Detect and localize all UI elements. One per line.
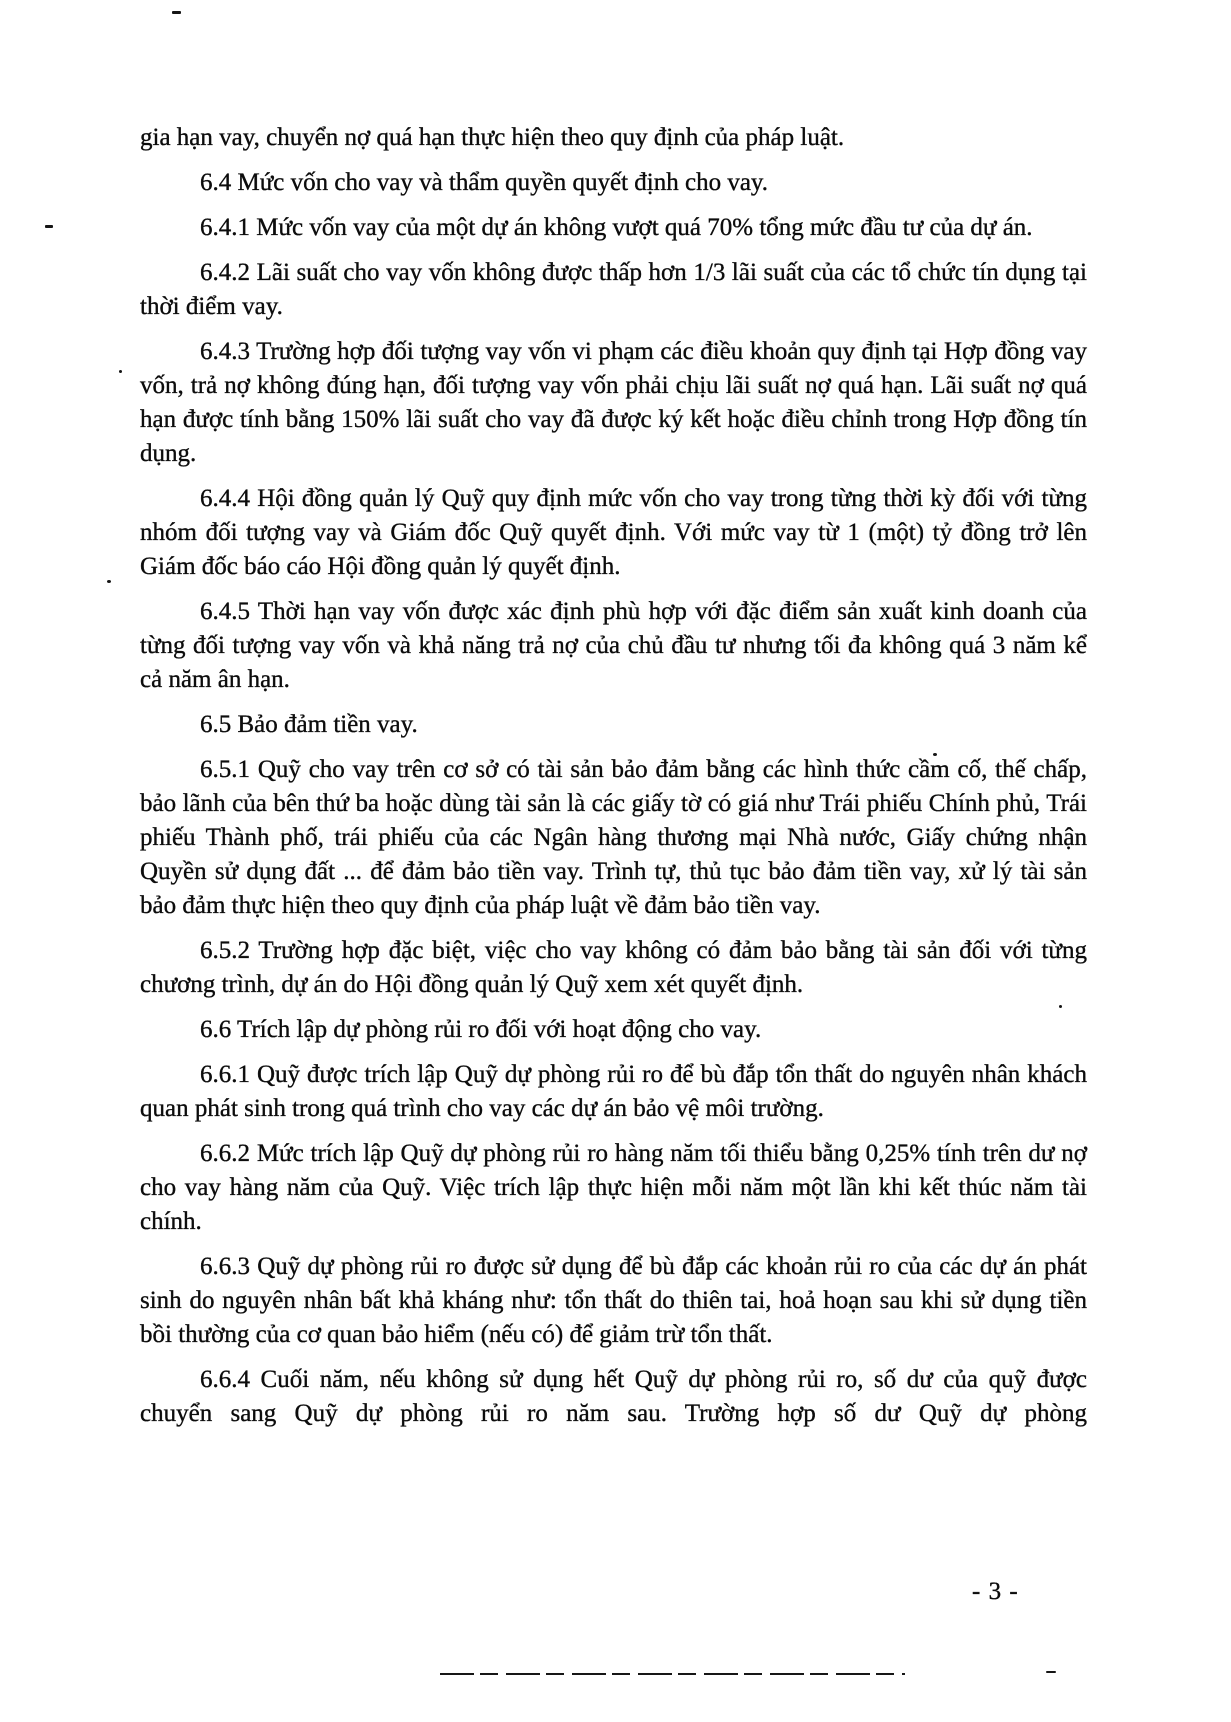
paragraph: 6.4.5 Thời hạn vay vốn được xác định phù hợp với đặc điểm sản xuất kinh doanh của từng đối tượng vay vốn và khả năng trả nợ của chủ đầu tư nhưng tối đa không quá 3 năm kể cả năm ân hạn.: [140, 598, 1087, 693]
scan-dash-mark: [172, 11, 181, 14]
paragraph: 6.6 Trích lập dự phòng rủi ro đối với hoạt động cho vay.: [200, 1016, 762, 1043]
paragraph: 6.4.4 Hội đồng quản lý Quỹ quy định mức vốn cho vay trong từng thời kỳ đối với từng nhóm đối tượng vay và Giám đốc Quỹ quyết định. Với mức vay từ 1 (một) tỷ đồng trở lên Giám đốc báo cáo Hội đồng quản lý quyết định.: [140, 485, 1087, 580]
paragraph: 6.4.1 Mức vốn vay của một dự án không vượt quá 70% tổng mức đầu tư của dự án.: [200, 214, 1033, 241]
paragraph: 6.5 Bảo đảm tiền vay.: [200, 711, 418, 738]
page-number: - 3 -: [972, 1578, 1019, 1605]
paragraph: 6.4.2 Lãi suất cho vay vốn không được thấp hơn 1/3 lãi suất của các tổ chức tín dụng tại thời điểm vay.: [140, 259, 1087, 320]
paragraph: 6.6.1 Quỹ được trích lập Quỹ dự phòng rủi ro để bù đắp tổn thất do nguyên nhân khách quan phát sinh trong quá trình cho vay các dự án bảo vệ môi trường.: [140, 1061, 1087, 1122]
document-body: [140, 121, 1087, 1442]
scan-dot-mark: [119, 370, 122, 373]
paragraph: 6.6.2 Mức trích lập Quỹ dự phòng rủi ro hàng năm tối thiểu bằng 0,25% tính trên dư nợ cho vay hàng năm của Quỹ. Việc trích lập thực hiện mỗi năm một lần khi kết thúc năm tài chính.: [140, 1140, 1087, 1235]
scan-dash-mark: [1046, 1671, 1056, 1673]
paragraph: 6.4 Mức vốn cho vay và thẩm quyền quyết định cho vay.: [200, 169, 769, 196]
paragraph: 6.5.1 Quỹ cho vay trên cơ sở có tài sản bảo đảm bằng các hình thức cầm cố, thế chấp, bảo lãnh của bên thứ ba hoặc dùng tài sản là các giấy tờ có giá như Trái phiếu Chính phủ, Trái phiếu Thành phố, trái phiếu của các Ngân hàng thương mại Nhà nước, Giấy chứng nhận Quyền sử dụng đất ... để đảm bảo tiền vay. Trình tự, thủ tục bảo đảm tiền vay, xử lý tài sản bảo đảm thực hiện theo quy định của pháp luật về đảm bảo tiền vay.: [140, 756, 1087, 919]
paragraph: gia hạn vay, chuyển nợ quá hạn thực hiện theo quy định của pháp luật.: [140, 124, 845, 151]
scan-dot-mark: [107, 580, 111, 583]
scan-dot-mark: [1059, 1005, 1062, 1008]
scan-dash-mark: [45, 225, 53, 228]
paragraph: 6.6.3 Quỹ dự phòng rủi ro được sử dụng để bù đắp các khoản rủi ro của các dự án phát sinh do nguyên nhân bất khả kháng như: tổn thất do thiên tai, hoả hoạn sau khi sử dụng tiền bồi thường của cơ quan bảo hiểm (nếu có) để giảm trừ tổn thất.: [140, 1253, 1087, 1348]
scan-dot-mark: [933, 753, 937, 756]
paragraph: 6.5.2 Trường hợp đặc biệt, việc cho vay không có đảm bảo bằng tài sản đối với từng chương trình, dự án do Hội đồng quản lý Quỹ xem xét quyết định.: [140, 937, 1087, 998]
scan-dashed-line-mark: [440, 1673, 905, 1675]
paragraph: 6.4.3 Trường hợp đối tượng vay vốn vi phạm các điều khoản quy định tại Hợp đồng vay vốn, trả nợ không đúng hạn, đối tượng vay vốn phải chịu lãi suất nợ quá hạn. Lãi suất nợ quá hạn được tính bằng 150% lãi suất cho vay đã được ký kết hoặc điều chỉnh trong Hợp đồng tín dụng.: [140, 338, 1087, 467]
paragraph: 6.6.4 Cuối năm, nếu không sử dụng hết Quỹ dự phòng rủi ro, số dư của quỹ được chuyển sang Quỹ dự phòng rủi ro năm sau. Trường hợp số dư Quỹ dự phòng: [140, 1366, 1087, 1427]
